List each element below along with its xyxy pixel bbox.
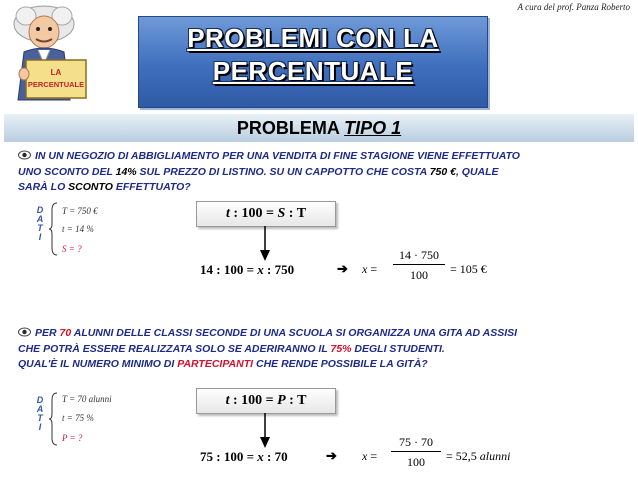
proportion-formula-2: t : 100 = P : T [196, 388, 336, 414]
solution-numerator-1: 14 · 750 [399, 248, 439, 262]
brace-icon [48, 202, 58, 261]
arrow-right-icon: ➔ [326, 448, 337, 463]
solution-denominator-1: 100 [410, 268, 428, 282]
section-type: TIPO 1 [344, 118, 402, 138]
mascot-sign-line1: LA [50, 68, 62, 77]
equation-1: 14 : 100 = x : 750 [200, 262, 295, 277]
title-line-2: PERCENTUALE [212, 56, 414, 86]
given-rate: t = 75 % [62, 413, 94, 423]
brace-icon [48, 392, 58, 451]
proportion-formula-1: t : 100 = S : T [196, 201, 336, 227]
given-total: T = 750 € [62, 206, 98, 216]
solution-var-2: x = [362, 449, 378, 463]
equation-2: 75 : 100 = x : 70 [200, 449, 288, 464]
solution-result-1: = 105 € [450, 262, 487, 276]
title-banner [138, 16, 488, 108]
title-line-1: PROBLEMI CON LA [187, 23, 439, 53]
problem2-text: PER 70 ALUNNI DELLE CLASSI SECONDE DI UNA SCUOLA SI ORGANIZZA UNA GITA AD ASSISI CHE POTRÀ ESSERE REALIZZATA SOLO SE ADERIRANNO IL 75% DEGLI STUDENTI. QUAL'È IL NUMERO MINIMO DI PARTECIPANTI CHE RENDE POSSIBILE LA GITÀ? [18, 327, 518, 370]
section-label: PROBLEMA [236, 118, 340, 138]
given-total: T = 70 alunni [62, 394, 112, 404]
dati-label-1: D A T I [36, 205, 44, 242]
eye-icon [18, 327, 31, 342]
dati-label-2: D A T I [36, 395, 44, 432]
section-band [4, 114, 634, 142]
given-unknown: S = ? [62, 244, 82, 254]
fraction-bar-1 [393, 264, 445, 265]
arrow-right-icon: ➔ [337, 261, 348, 276]
solution-denominator-2: 100 [407, 455, 425, 469]
eye-icon [18, 150, 31, 165]
mascot-illustration [4, 2, 100, 104]
section-title [4, 114, 634, 142]
given-rate: t = 14 % [62, 224, 94, 234]
author-credit: A cura del prof. Panza Roberto [517, 2, 630, 12]
fraction-bar-2 [391, 451, 441, 452]
mascot-sign-line2: PERCENTUALE [27, 80, 85, 89]
down-arrow-icon [259, 413, 271, 454]
solution-numerator-2: 75 · 70 [399, 435, 433, 449]
down-arrow-icon [259, 226, 271, 267]
solution-result-2: = 52,5 alunni [446, 449, 511, 463]
mascot-icon [4, 2, 100, 104]
problem1-text: IN UN NEGOZIO DI ABBIGLIAMENTO PER UNA VENDITA DI FINE STAGIONE VIENE EFFETTUATO UNO SCONTO DEL 14% SUL PREZZO DI LISTINO. SU UN CAPPOTTO CHE COSTA 750 €, QUALE SARÀ LO SCONTO EFFETTUATO? [18, 150, 520, 193]
solution-var-1: x = [362, 262, 378, 276]
given-unknown: P = ? [62, 433, 83, 443]
